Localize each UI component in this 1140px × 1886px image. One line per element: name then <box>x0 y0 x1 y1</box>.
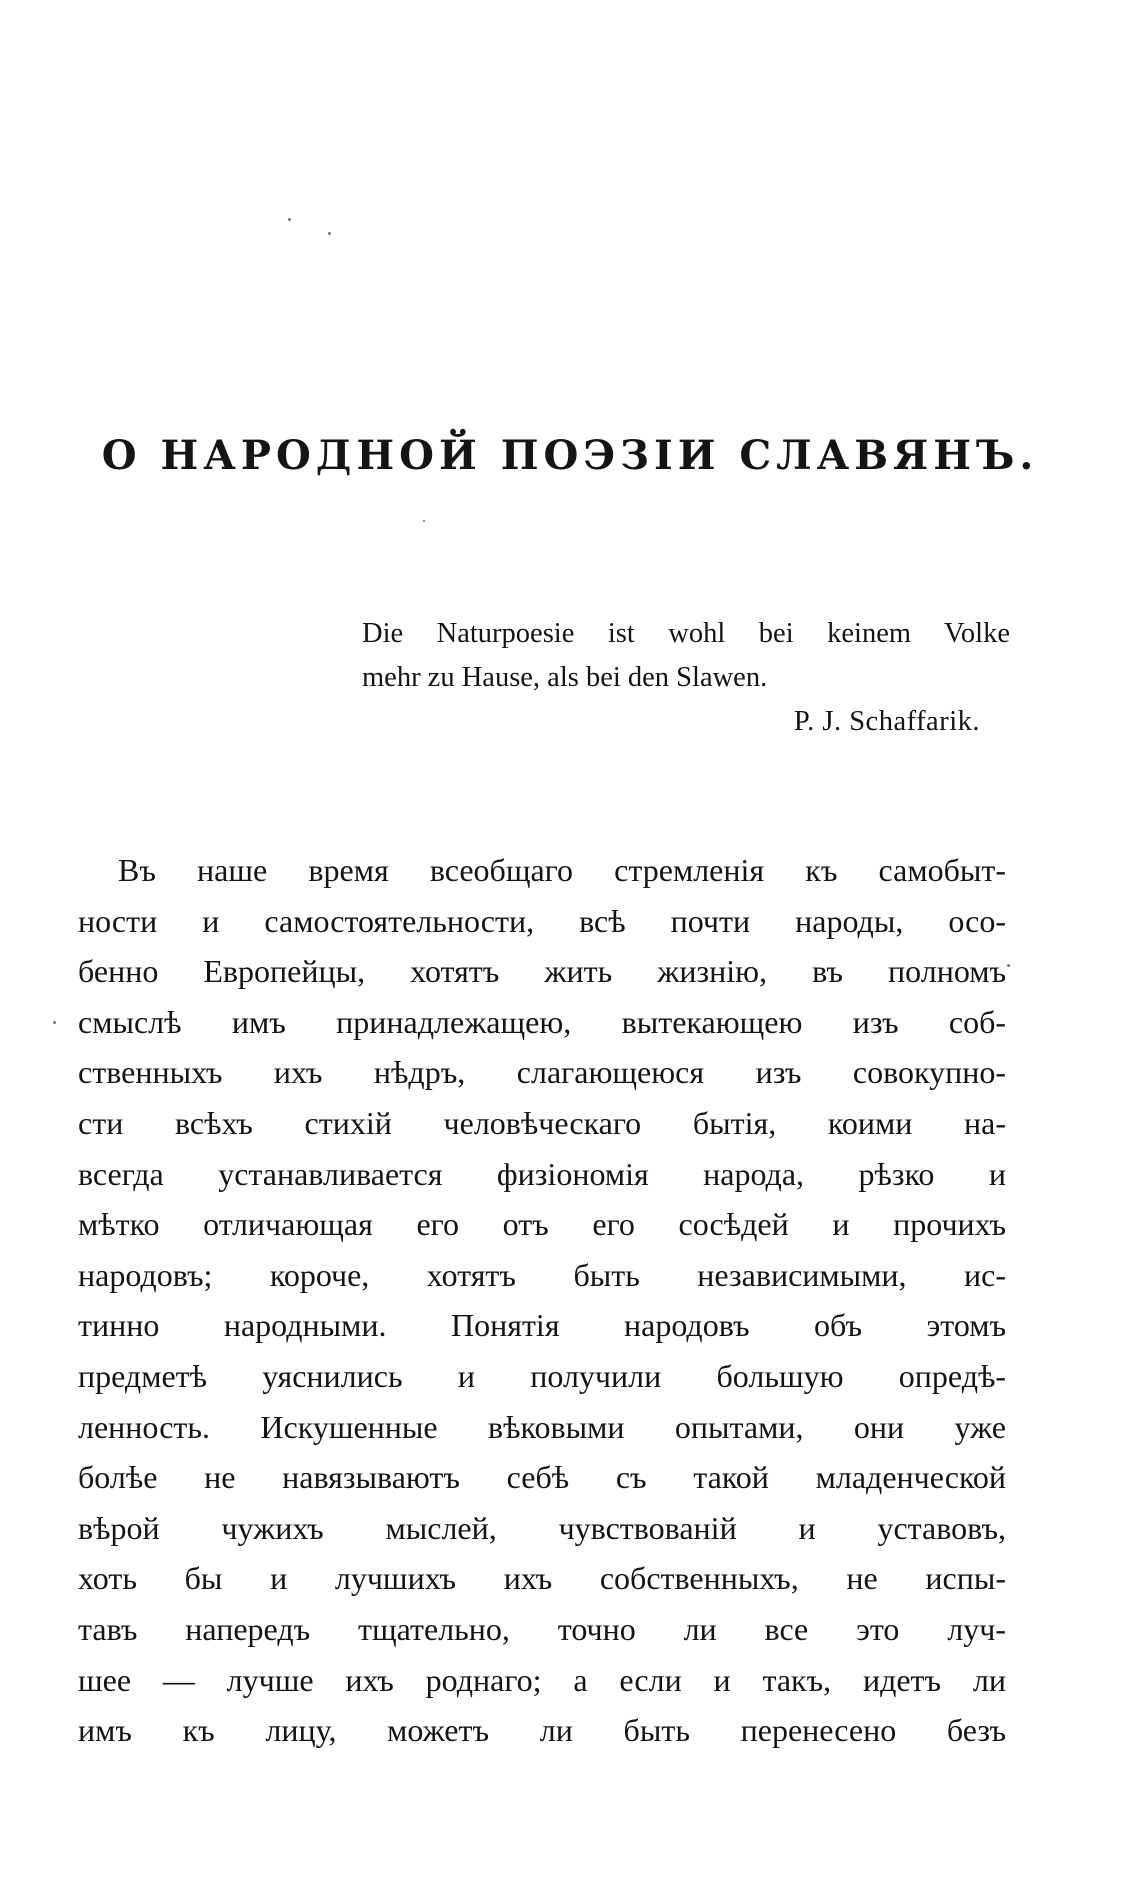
text-line: Въ наше время всеобщаго стремленія къ самобыт- <box>118 852 1006 888</box>
epigraph-line: Die Naturpoesie ist wohl bei keinem Volke <box>362 618 1010 649</box>
text-line: сти всѣхъ стихій человѣческаго бытія, коими на- <box>78 1104 1006 1141</box>
body-paragraph <box>78 845 1006 1756</box>
epigraph <box>362 612 1010 744</box>
text-line: шее — лучше ихъ роднаго; а если и такъ, идетъ ли <box>78 1661 1006 1698</box>
text-line: всегда устанавливается физіономія народа, рѣзко и <box>78 1155 1006 1192</box>
text-line: болѣе не навязываютъ себѣ съ такой младенческой <box>78 1459 1006 1496</box>
text-line: ности и самостоятельности, всѣ почти народы, осо- <box>78 902 1006 939</box>
print-speck <box>328 232 331 235</box>
text-line: хоть бы и лучшихъ ихъ собственныхъ, не испы- <box>78 1560 1006 1597</box>
text-line: вѣрой чужихъ мыслей, чувствованій и уставовъ, <box>78 1509 1006 1546</box>
text-line: тавъ напередъ тщательно, точно ли все это луч- <box>78 1610 1006 1647</box>
text-line: бенно Европейцы, хотятъ жить жизнію, въ полномъ <box>78 953 1006 990</box>
print-speck <box>423 520 425 522</box>
text-line: мѣтко отличающая его отъ его сосѣдей и прочихъ <box>78 1206 1006 1243</box>
text-line: предметѣ уяснились и получили большую опредѣ- <box>78 1357 1006 1394</box>
text-line: смыслѣ имъ принадлежащею, вытекающею изъ соб- <box>78 1003 1006 1040</box>
print-speck <box>288 218 291 221</box>
text-line: ственныхъ ихъ нѣдръ, слагающеюся изъ совокупно- <box>78 1054 1006 1091</box>
text-line: имъ къ лицу, можетъ ли быть перенесено безъ <box>78 1712 1006 1749</box>
print-speck <box>1007 964 1010 967</box>
epigraph-author: P. J. Schaffarik. <box>793 706 980 737</box>
text-line: народовъ; короче, хотятъ быть независимыми, ис- <box>78 1256 1006 1293</box>
print-speck <box>53 1021 56 1024</box>
chapter-title: О НАРОДНОЙ ПОЭЗІИ СЛАВЯНЪ. <box>101 432 1039 479</box>
epigraph-line: mehr zu Hause, als bei den Slawen. <box>362 662 768 693</box>
text-line: тинно народными. Понятія народовъ объ этомъ <box>78 1307 1006 1344</box>
text-line: ленность. Искушенные вѣковыми опытами, они уже <box>78 1408 1006 1445</box>
